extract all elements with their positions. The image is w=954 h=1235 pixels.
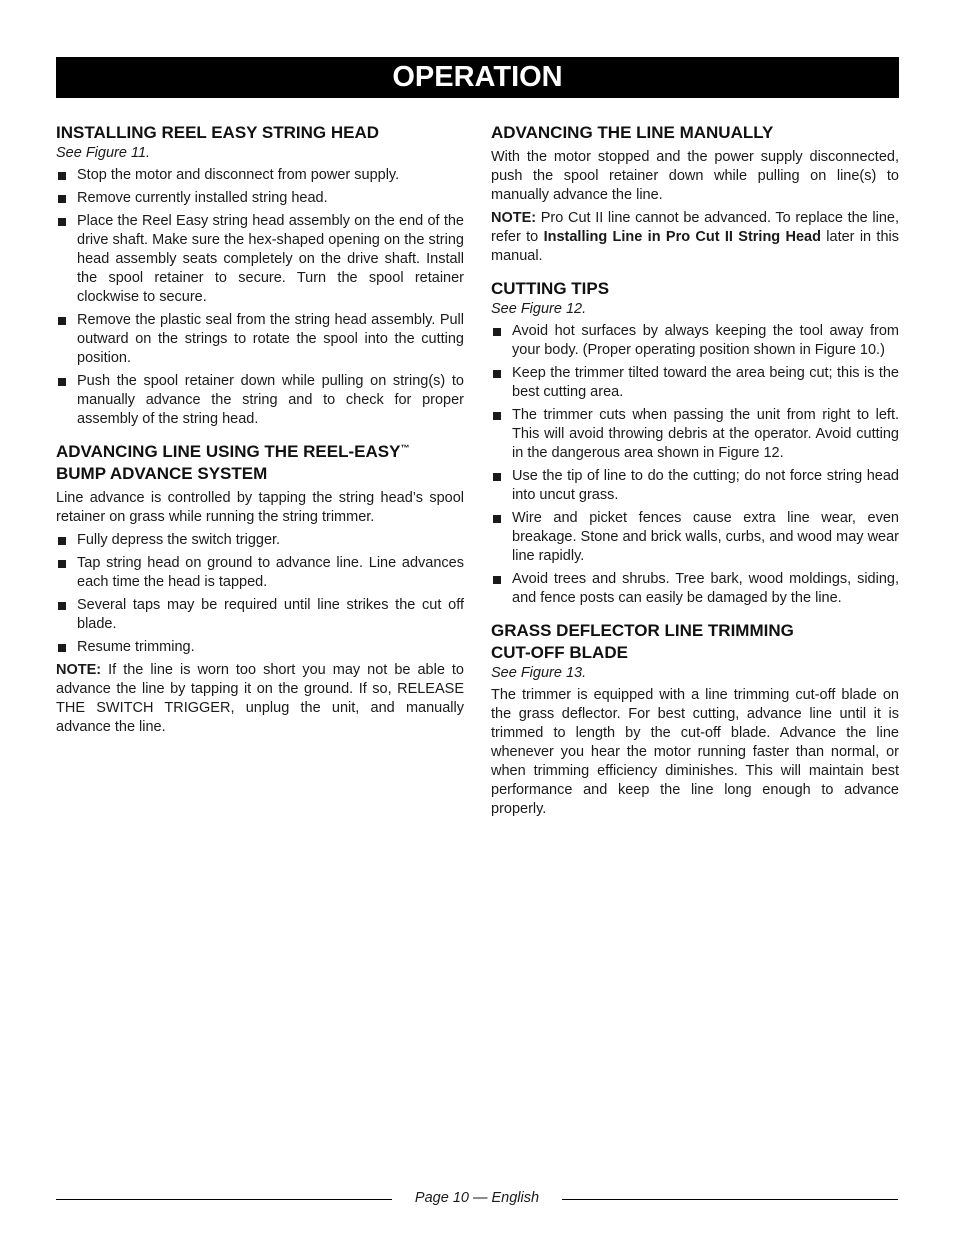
note-label: NOTE:	[56, 662, 102, 678]
page-banner: OPERATION	[56, 57, 899, 98]
bullet-list	[491, 322, 899, 608]
cross-reference: Installing Line in Pro Cut II String Head	[543, 229, 821, 245]
section-bump-advance	[56, 441, 464, 737]
bullet-square-icon	[58, 317, 66, 325]
list-item: Avoid hot surfaces by always keeping the tool away from your body. (Proper operating position shown in Figure 10.)	[491, 322, 899, 360]
list-item: Tap string head on ground to advance line. Line advances each time the head is tapped.	[56, 554, 464, 592]
bullet-square-icon	[58, 378, 66, 386]
list-item: Wire and picket fences cause extra line wear, even breakage. Stone and brick walls, curbs, and wood may wear line rapidly.	[491, 509, 899, 566]
section-heading: INSTALLING REEL EASY STRING HEAD	[56, 123, 380, 142]
bullet-square-icon	[58, 644, 66, 652]
list-item: Several taps may be required until line strikes the cut off blade.	[56, 596, 464, 634]
bullet-square-icon	[493, 515, 501, 523]
section-heading: CUTTING TIPS	[491, 279, 610, 298]
list-item: The trimmer cuts when passing the unit from right to left. This will avoid throwing debris at the operator. Avoid cutting in the dangerous area shown in Figure 12.	[491, 406, 899, 463]
bullet-square-icon	[58, 195, 66, 203]
list-item: Push the spool retainer down while pulling on string(s) to manually advance the string and to check for proper assembly of the string head.	[56, 372, 464, 429]
section-body: The trimmer is equipped with a line trimming cut-off blade on the grass deflector. For best cutting, advance line until it is trimmed to length by the cut-off blade. Advance the line whenever you hear the motor running faster than normal, or when trimming efficiency diminishes. This will maintain best performance and keep the line long enough to advance properly.	[491, 687, 899, 817]
note-paragraph: NOTE: Pro Cut II line cannot be advanced. To replace the line, refer to Installing Line in Pro Cut II String Head later in this manual.	[491, 210, 899, 264]
bullet-square-icon	[493, 576, 501, 584]
figure-reference: See Figure 11.	[56, 145, 151, 161]
bullet-square-icon	[58, 172, 66, 180]
bullet-square-icon	[58, 537, 66, 545]
section-cutting-tips	[491, 278, 899, 608]
bullet-square-icon	[493, 473, 501, 481]
note-label: NOTE:	[491, 210, 537, 226]
list-item: Fully depress the switch trigger.	[56, 531, 464, 550]
list-item: Remove currently installed string head.	[56, 189, 464, 208]
section-heading: GRASS DEFLECTOR LINE TRIMMING CUT-OFF BLADE	[491, 621, 794, 662]
bullet-square-icon	[493, 412, 501, 420]
section-intro: Line advance is controlled by tapping the string head’s spool retainer on grass while running the string trimmer.	[56, 490, 464, 525]
bullet-square-icon	[58, 602, 66, 610]
list-item: Remove the plastic seal from the string head assembly. Pull outward on the strings to rotate the spool into the cutting position.	[56, 311, 464, 368]
bullet-list	[56, 531, 464, 657]
note-paragraph: NOTE: If the line is worn too short you may not be able to advance the line by tapping it on the ground. If so, RELEASE THE SWITCH TRIGGER, unplug the unit, and manually advance the line.	[56, 662, 464, 735]
section-body: With the motor stopped and the power supply disconnected, push the spool retainer down while pulling on line(s) to manually advance the line.	[491, 149, 899, 203]
bullet-list	[56, 166, 464, 429]
figure-reference: See Figure 13.	[491, 665, 587, 681]
footer-rule-left	[56, 1199, 392, 1200]
section-installing-string-head	[56, 122, 464, 429]
trademark-symbol: ™	[400, 443, 410, 453]
list-item: Stop the motor and disconnect from power supply.	[56, 166, 464, 185]
list-item: Keep the trimmer tilted toward the area being cut; this is the best cutting area.	[491, 364, 899, 402]
list-item: Resume trimming.	[56, 638, 464, 657]
section-advancing-manually	[491, 122, 899, 266]
list-item: Avoid trees and shrubs. Tree bark, wood moldings, siding, and fence posts can easily be damaged by the line.	[491, 570, 899, 608]
section-grass-deflector	[491, 620, 899, 819]
section-heading: ADVANCING THE LINE MANUALLY	[491, 123, 774, 142]
section-heading: ADVANCING LINE USING THE REEL-EASY™ BUMP ADVANCE SYSTEM	[56, 442, 410, 483]
list-item: Place the Reel Easy string head assembly on the end of the drive shaft. Make sure the hex-shaped opening on the string head assembly seats completely on the drive shaft. Install the spool retainer to secure. Turn the spool retainer clockwise to secure.	[56, 212, 464, 307]
list-item: Use the tip of line to do the cutting; do not force string head into uncut grass.	[491, 467, 899, 505]
right-column	[491, 122, 899, 831]
bullet-square-icon	[493, 370, 501, 378]
page-number: Page 10 — English	[414, 1190, 540, 1206]
bullet-square-icon	[493, 328, 501, 336]
bullet-square-icon	[58, 218, 66, 226]
bullet-square-icon	[58, 560, 66, 568]
left-column	[56, 122, 464, 749]
figure-reference: See Figure 12.	[491, 301, 587, 317]
footer-rule-right	[562, 1199, 898, 1200]
